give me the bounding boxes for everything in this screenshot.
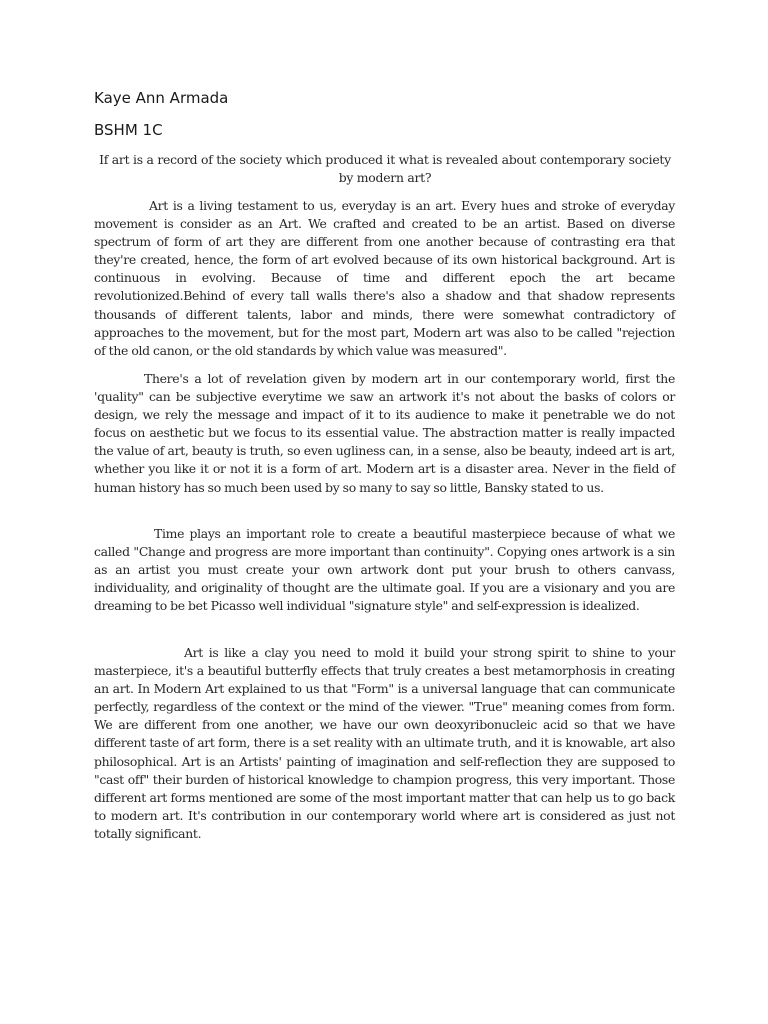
paragraph-1: Art is a living testament to us, everyday is an art. Every hues and stroke of everyday movement is consider as an Art. We crafted and created to be an artist. Based on diverse spectrum of form of art they are different from one another because of contrasting era that they're created, hence, the form of art evolved because of its own historical background. Art is continuous in evolving. Because of time and different epoch the art became revolutionized.Behind of every tall walls there's also a shadow and that shadow represents thousands of different talents, labor and minds, there were somewhat contradictory of approaches to the movement, but for the most part, Modern art was also to be called "rejection of the old canon, or the old standards by which value was measured". [94,198,675,358]
paragraph-2: There's a lot of revelation given by modern art in our contemporary world, first the 'quality" can be subjective everytime we saw an artwork it's not about the basks of colors or design, we rely the message and impact of it to its audience to make it penetrable we do not focus on aesthetic but we focus to its essential value. The abstraction matter is really impacted the value of art, beauty is truth, so even ugliness can, in a sense, also be beauty, indeed art is art, whether you like it or not it is a form of art. Modern art is a disaster area. Never in the field of human history has so much been used by so many to say so little, Bansky stated to us. [94,371,675,495]
course-section: BSHM 1C [94,121,163,139]
author-name: Kaye Ann Armada [94,89,229,107]
paragraph-3: Time plays an important role to create a beautiful masterpiece because of what we called "Change and progress are more important than continuity". Copying ones artwork is a sin as an artist you must create your own artwork dont put your brush to others canvass, individuality, and originality of thought are the ultimate goal. If you are a visionary and you are dreaming to be bet Picasso well individual "signature style" and self-expression is idealized. [94,526,675,614]
paragraph-4: Art is like a clay you need to mold it build your strong spirit to shine to your masterpiece, it's a beautiful butterfly effects that truly creates a best metamorphosis in creating an art. In Modern Art explained to us that "Form" is a universal language that can communicate perfectly, regardless of the context or the mind of the viewer. "True" meaning comes from form. We are different from one another, we have our own deoxyribonucleic acid so that we have different taste of art form, there is a set reality with an ultimate truth, and it is knowable, art also philosophical. Art is an Artists' painting of imagination and self-reflection they are supposed to "cast off" their burden of historical knowledge to champion progress, this very important. Those different art forms mentioned are some of the most important matter that can help us to go back to modern art. It's contribution in our contemporary world where art is considered as just not totally significant. [94,645,675,841]
essay-question: If art is a record of the society which produced it what is revealed about contemporary society by modern art? [99,152,671,185]
